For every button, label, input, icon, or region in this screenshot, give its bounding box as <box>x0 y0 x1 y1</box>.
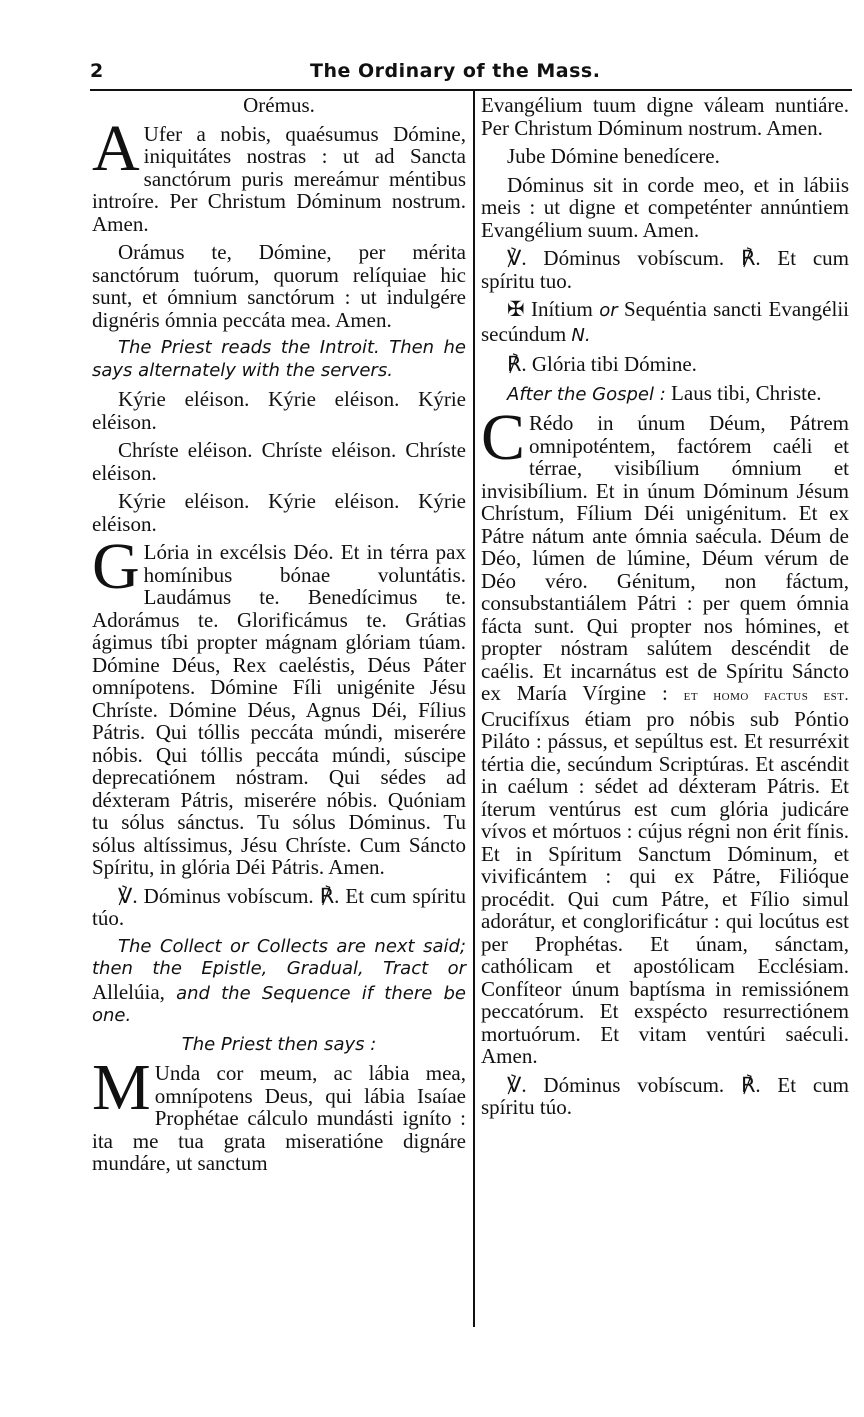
credo-prayer <box>481 401 849 1068</box>
after-gospel <box>481 382 849 407</box>
kyrie-line-1: Kýrie eléison. Kýrie eléison. Kýrie eléison. <box>92 387 466 434</box>
rubric-alleluia: Allelúia, <box>92 979 165 1004</box>
drop-cap-a: A <box>92 111 140 185</box>
drop-cap-g: G <box>92 530 140 603</box>
rubric-introit: The Priest reads the Introit. Then he says alternately with the servers. <box>92 337 466 381</box>
rubric-priest-says: The Priest then says : <box>181 1033 377 1055</box>
rubric-collect <box>92 936 466 1028</box>
left-column <box>92 94 466 1181</box>
drop-cap-m: M <box>92 1051 151 1124</box>
dominus-vobiscum-left: ℣. Dóminus vobíscum. ℟. Et cum spíritu túo. <box>92 883 466 930</box>
aufer-prayer <box>92 111 466 236</box>
page-header <box>90 56 850 86</box>
oremus-heading: Orémus. <box>243 93 315 117</box>
christe-line: Chríste eléison. Chríste eléison. Chríste eléison. <box>92 438 466 485</box>
page-number: 2 <box>90 60 104 82</box>
rubric-collect-b: and the Sequence if there be one. <box>92 982 466 1026</box>
gloria-prayer <box>92 530 466 879</box>
cross-icon: ✠ <box>507 297 525 321</box>
header-rule <box>90 89 852 91</box>
dominus-vobiscum-final: ℣. Dóminus vobíscum. ℟. Et cum spíritu túo. <box>481 1072 849 1119</box>
running-title: The Ordinary of the Mass. <box>310 60 601 82</box>
kyrie-line-2: Kýrie eléison. Kýrie eléison. Kýrie eléison. <box>92 489 466 536</box>
after-gospel-label: After the Gospel : <box>507 383 666 405</box>
drop-cap-c: C <box>481 401 526 474</box>
gloria-text: Lória in excélsis Déo. Et in térra pax homínibus bónae voluntátis. Laudámus te. Benedícimus te. Adorámus te. Glorificámus te. Grátias ágimus tíbi propter mágnam glóriam túam. Dómine Déus, Rex caeléstis, Déus Páter omnípotens. Dómine Fíli unigénite Jésu Chríste. Dómine Déus, Agnus Déi, Fílius Pátris. Qui tóllis peccáta múndi, miserére nóbis. Qui tóllis peccáta múndi, súscipe deprecatiónem nóstram. Qui sédes ad déxteram Pátris, miserére nóbis. Quóniam tu sólus sánctus. Tu sólus Dóminus. Tu sólus altíssimus, Jésu Chríste. Cum Sáncto Spíritu, in glória Déi Pátris. Amen. <box>92 540 466 879</box>
initium-b: Sequéntia sancti Evangélii secúndum <box>481 297 849 346</box>
dominus-vobiscum-right: ℣. Dóminus vobíscum. ℟. Et cum spíritu tuo. <box>481 246 849 293</box>
dominus-sit-prayer: Dóminus sit in corde meo, et in lábiis meis : ut digne et competénter annúntiem Evangélium suum. Amen. <box>481 172 849 242</box>
rubric-collect-a: The Collect or Collects are next said; then the Epistle, Gradual, Tract or <box>92 935 466 979</box>
right-column <box>481 94 849 1125</box>
aufer-text: Ufer a nobis, quaésumus Dómine, iniquitátes nostras : ut ad Sancta sanctórum puris mereámur méntibus introíre. Per Christum Dóminum nostrum. Amen. <box>92 121 466 236</box>
credo-text-b: Crucifíxus étiam pro nóbis sub Póntio Piláto : pássus, et sepúltus est. Et resurréxit tértia die, secúndum Scriptúras. Et ascéndit in caélum : sédet ad déxteram Pátris. Et íterum ventúrus est cum glória judicáre vívos et mórtuos : cújus régni non érit fínis. Et in Spíritum Sanctum Dóminum, et vivificántem : qui ex Pátre, Filióque procédit. Qui cum Pátre, et Fílio simul adorátur, et conglorificátur : qui locútus est per Prophétas. Et únam, sánctam, cathólicam et apostólicam Ecclésiam. Confíteor únum baptísma in remissiónem peccatórum. Et exspécto resurrectiónem mortuórum. Et vitam ventúri saéculi. Amen. <box>481 706 849 1068</box>
evangelium-continued: Evangélium tuum digne váleam nuntiáre. Per Christum Dóminum nostrum. Amen. <box>481 93 849 140</box>
initium-a: Inítium <box>524 297 600 321</box>
jube-line: Jube Dómine benedícere. <box>507 144 720 168</box>
initium-n: N. <box>571 324 591 346</box>
munda-prayer <box>92 1051 466 1175</box>
credo-text-a: Rédo in únum Déum, Pátrem omnipoténtem, factórem caéli et térrae, visibílium ómnium et invisibílium. Et in únum Dóminum Jésum Chrístum, Fílium Déi unigénitum. Et ex Pátre nátum ante ómnia saécula. Déum de Déo, lúmen de lúmine, Déum vérum de Déo véro. Génitum, non fáctum, consubstantiálem Pátri : per quem ómnia fácta sunt. Qui propter nos hómines, et propter nóstram salútem descéndit de caélis. Et incarnátus est de Spíritu Sáncto ex María Vírgine : <box>481 411 849 705</box>
initium-line <box>481 298 849 347</box>
oramus-prayer: Orámus te, Dómine, per mérita sanctórum tuórum, quorum relíquiae hic sunt, et ómnium sanctórum : ut indulgére dignéris ómnia peccáta mea. Amen. <box>92 240 466 332</box>
gloria-tibi: ℟. Glória tibi Dómine. <box>507 352 697 376</box>
column-divider <box>473 91 475 1327</box>
initium-or: or <box>599 300 618 321</box>
munda-text: Unda cor meum, ac lábia mea, omnípotens Deus, qui lábia Isaíae Prophétae cálculo mundásti igníto : ita me tua grata miseratióne dignáre mundáre, ut sanctum <box>92 1061 466 1175</box>
credo-small-caps: et homo factus est. <box>683 687 849 704</box>
after-gospel-text: Laus tibi, Christe. <box>665 380 822 405</box>
